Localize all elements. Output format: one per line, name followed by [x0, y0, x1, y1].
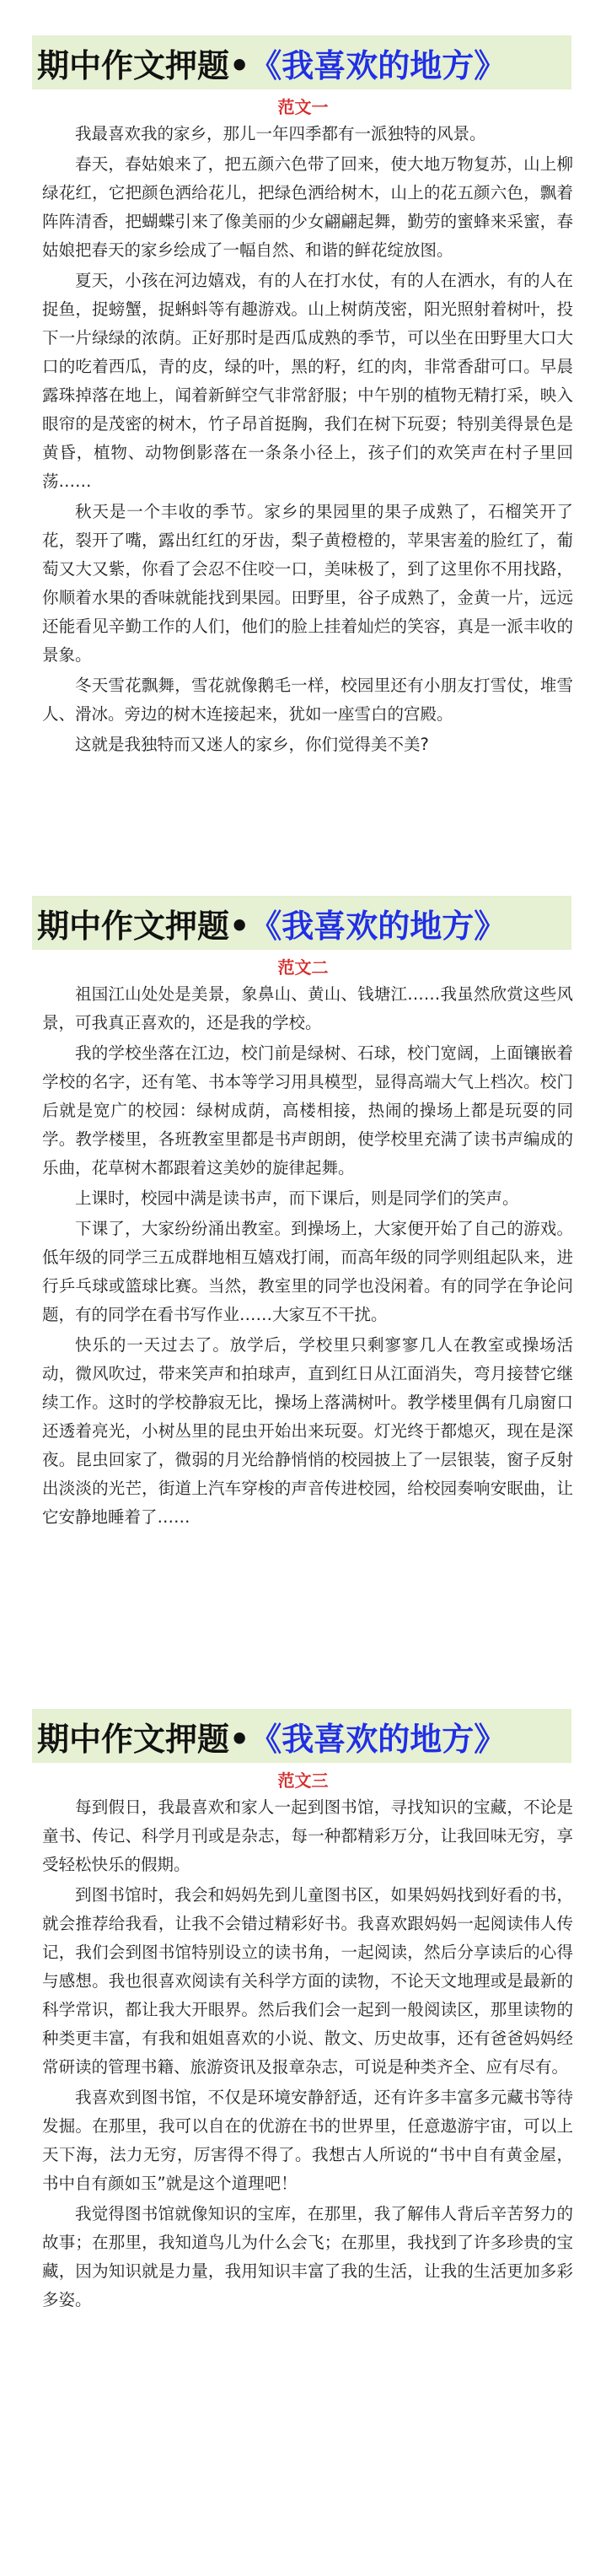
title-main: 《我喜欢的地方》 [249, 46, 507, 84]
essay-section-2 [0, 896, 606, 1533]
paragraph: 每到假日，我最喜欢和家人一起到图书馆，寻找知识的宝藏，不论是童书、传记、科学月刊或是杂志，每一种都精彩万分，让我回味无穷，享受轻松快乐的假期。 [42, 1797, 573, 1874]
paragraph: 春天，春姑娘来了，把五颜六色带了回来，使大地万物复苏，山上柳绿花红，它把颜色洒给花儿，把绿色洒给树木，山上的花五颜六色，飘着阵阵清香，把蝴蝶引来了像美丽的少女翩翩起舞，勤劳的蜜蜂来采蜜，春姑娘把春天的家乡绘成了一幅自然、和谐的鲜花绽放图。 [42, 154, 573, 260]
title-prefix: 期中作文押题• [37, 46, 250, 84]
paragraph: 快乐的一天过去了。放学后，学校里只剩寥寥几人在教室或操场活动，微风吹过，带来笑声和拍球声，直到红日从江面消失，弯月接替它继续工作。这时的学校静寂无比，操场上落满树叶。教学楼里偶有几扇窗口还透着亮光，小树丛里的昆虫开始出来玩耍。灯光终于都熄灭，现在是深夜。昆虫回家了，微弱的月光给静悄悄的校园披上了一层银装，窗子反射出淡淡的光芒，街道上汽车穿梭的声音传进校园，给校园奏响安眠曲，让它安静地睡着了…… [42, 1335, 573, 1527]
paragraph: 我最喜欢我的家乡，那儿一年四季都有一派独特的风景。 [75, 124, 486, 143]
paragraph: 祖国江山处处是美景，象鼻山、黄山、钱塘江……我虽然欣赏这些风景，可我真正喜欢的，还是我的学校。 [42, 984, 573, 1032]
paragraph: 到图书馆时，我会和妈妈先到儿童图书区，如果妈妈找到好看的书，就会推荐给我看，让我不会错过精彩好书。我喜欢跟妈妈一起阅读伟人传记，我们会到图书馆特别设立的读书角，一起阅读，然后分享读后的心得与感想。我也很喜欢阅读有关科学方面的读物，不论天文地理或是最新的科学常识，都让我大开眼界。然后我们会一起到一般阅读区，那里读物的种类更丰富，有我和姐姐喜欢的小说、散文、历史故事，还有爸爸妈妈经常研读的管理书籍、旅游资讯及报章杂志，可说是种类齐全、应有尽有。 [42, 1885, 573, 2077]
title-banner [32, 1709, 571, 1763]
essay-section-1 [0, 35, 606, 761]
essay-section-3 [0, 1709, 606, 2316]
essay-body [42, 980, 573, 1532]
paragraph: 我觉得图书馆就像知识的宝库，在那里，我了解伟人背后辛苦努力的故事；在那里，我知道鸟儿为什么会飞；在那里，我找到了许多珍贵的宝藏，因为知识就是力量，我用知识丰富了我的生活，让我的生活更加多彩多姿。 [42, 2204, 573, 2309]
essay-label: 范文二 [277, 957, 329, 978]
paragraph: 下课了，大家纷纷涌出教室。到操场上，大家便开始了自己的游戏。低年级的同学三五成群地相互嬉戏打闹，而高年级的同学则组起队来，进行乒乓球或篮球比赛。当然，教室里的同学也没闲着。有的同学在争论问题，有的同学在看书写作业……大家互不干扰。 [42, 1219, 573, 1324]
title-prefix: 期中作文押题• [37, 1720, 250, 1758]
title-banner [32, 896, 571, 950]
title-prefix: 期中作文押题• [37, 907, 250, 945]
essay-label: 范文三 [277, 1770, 329, 1791]
title-banner [32, 35, 571, 89]
title-main: 《我喜欢的地方》 [249, 1720, 507, 1758]
paragraph: 上课时，校园中满是读书声，而下课后，则是同学们的笑声。 [75, 1188, 519, 1208]
paragraph: 秋天是一个丰收的季节。家乡的果园里的果子成熟了，石榴笑开了花，裂开了嘴，露出红红的牙齿，梨子黄橙橙的，苹果害羞的脸红了，葡萄又大又紫，你看了会忍不住咬一口，美味极了，到了这里你不用找路，你顺着水果的香味就能找到果园。田野里，谷子成熟了，金黄一片，远远还能看见辛勤工作的人们，他们的脸上挂着灿烂的笑容，真是一派丰收的景象。 [42, 502, 573, 665]
paragraph: 我喜欢到图书馆，不仅是环境安静舒适，还有许多丰富多元藏书等待发掘。在那里，我可以自在的优游在书的世界里，任意遨游宇宙，可以上天下海，法力无穷，厉害得不得了。我想古人所说的“书中自有黄金屋，书中自有颜如玉”就是这个道理吧！ [42, 2088, 573, 2193]
paragraph: 冬天雪花飘舞，雪花就像鹅毛一样，校园里还有小朋友打雪仗，堆雪人、滑冰。旁边的树木连接起来，犹如一座雪白的宫殿。 [42, 676, 573, 724]
paragraph: 我的学校坐落在江边，校门前是绿树、石球，校门宽阔，上面镶嵌着学校的名字，还有笔、书本等学习用具模型，显得高端大气上档次。校门后就是宽广的校园：绿树成荫，高楼相接，热闹的操场上都是玩耍的同学。教学楼里，各班教室里都是书声朗朗，使学校里充满了读书声编成的乐曲，花草树木都跟着这美妙的旋律起舞。 [42, 1043, 573, 1178]
paragraph: 夏天，小孩在河边嬉戏，有的人在打水仗，有的人在洒水，有的人在捉鱼，捉螃蟹，捉蝌蚪等有趣游戏。山上树荫茂密，阳光照射着树叶，投下一片绿绿的浓荫。正好那时是西瓜成熟的季节，可以坐在田野里大口大口的吃着西瓜，青的皮，绿的叶，黑的籽，红的肉，非常香甜可口。早晨露珠掉落在地上，闻着新鲜空气非常舒服；中午别的植物无精打采，映入眼帘的是茂密的树木，竹子昂首挺胸，我们在树下玩耍；特别美得景色是黄昏，植物、动物倒影落在一条条小径上，孩子们的欢笑声在村子里回荡…… [42, 271, 573, 491]
paragraph: 这就是我独特而又迷人的家乡，你们觉得美不美? [75, 735, 429, 754]
essay-body [42, 120, 573, 759]
essay-label: 范文一 [277, 97, 329, 117]
essay-body [42, 1793, 573, 2315]
title-main: 《我喜欢的地方》 [249, 907, 507, 945]
